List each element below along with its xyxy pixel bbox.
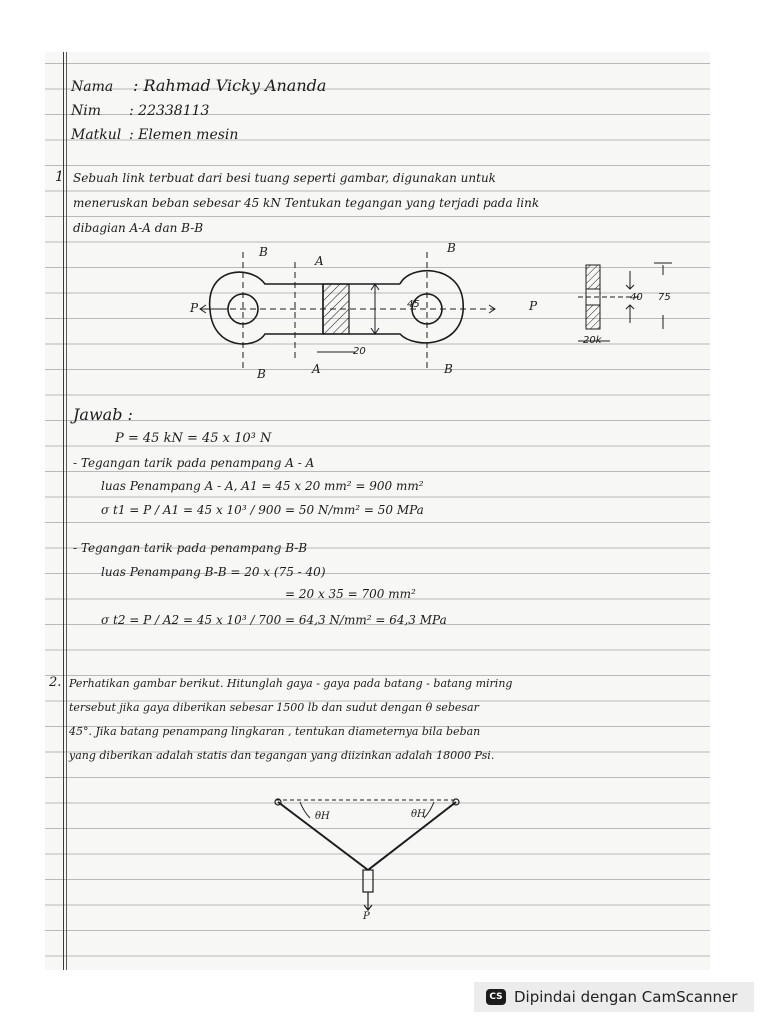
label-a-bottom: A	[312, 362, 321, 376]
section-b-title: - Tegangan tarik pada penampang B-B	[73, 541, 308, 555]
scanner-watermark	[474, 982, 754, 1012]
label-b-top-left: B	[259, 245, 268, 259]
nama-label: Nama	[71, 79, 114, 95]
answer-title: Jawab :	[73, 405, 133, 424]
label-b-bottom-left: B	[257, 367, 266, 381]
label-b-top-right: B	[447, 241, 456, 255]
section-b-sigma: σ t2 = P / A2 = 45 x 10³ / 700 = 64,3 N/mm² = 64,3 MPa	[101, 613, 447, 627]
nim-value: : 22338113	[129, 103, 210, 119]
section-a-area: luas Penampang A - A, A1 = 45 x 20 mm² = 900 mm²	[101, 479, 424, 493]
label-b-bottom-right: B	[444, 362, 453, 376]
q1-line-1: Sebuah link terbuat dari besi tuang seperti gambar, digunakan untuk	[73, 171, 496, 185]
q2-line-2: tersebut jika gaya diberikan sebesar 1500 lb dan sudut dengan θ sebesar	[69, 701, 479, 714]
section-a-title: - Tegangan tarik pada penampang A - A	[73, 456, 315, 470]
label-p-right: P	[529, 299, 538, 313]
q1-line-3: dibagian A-A dan B-B	[73, 221, 204, 235]
load-p-label: P	[363, 911, 370, 922]
section-b-area: luas Penampang B-B = 20 x (75 - 40)	[101, 565, 326, 579]
truss-figure	[270, 792, 470, 932]
nim-label: Nim	[71, 103, 102, 119]
dim-20: 20	[353, 346, 366, 357]
theta-left-label: θH	[315, 811, 330, 822]
matkul-label: Matkul	[71, 127, 122, 143]
dim-20k: 20k	[583, 335, 602, 346]
camscanner-logo-icon: CS	[486, 989, 506, 1005]
q2-line-3: 45°. Jika batang penampang lingkaran , tentukan diameternya bila beban	[69, 725, 481, 738]
q2-line-1: Perhatikan gambar berikut. Hitunglah gaya - gaya pada batang - batang miring	[69, 677, 513, 690]
dim-45: 45	[407, 299, 420, 310]
dim-75: 75	[658, 292, 671, 303]
nama-value: : Rahmad Vicky Ananda	[133, 76, 327, 95]
label-p-left: P	[190, 301, 199, 315]
q2-line-4: yang diberikan adalah statis dan tegangan yang diizinkan adalah 18000 Psi.	[69, 749, 495, 762]
link-figure	[195, 242, 555, 382]
notebook-page	[45, 52, 710, 970]
label-a-top: A	[315, 254, 324, 268]
matkul-value: : Elemen mesin	[129, 127, 239, 143]
q1-number: 1	[55, 169, 64, 185]
answer-p-line: P = 45 kN = 45 x 10³ N	[115, 431, 272, 446]
margin-line	[63, 52, 64, 970]
section-a-sigma: σ t1 = P / A1 = 45 x 10³ / 900 = 50 N/mm² = 50 MPa	[101, 503, 424, 517]
q2-number: 2.	[49, 675, 62, 690]
section-b-area-2: = 20 x 35 = 700 mm²	[285, 587, 416, 601]
scanner-text: Dipindai dengan CamScanner	[514, 988, 738, 1006]
dim-40: 40	[630, 292, 643, 303]
theta-right-label: θH	[411, 809, 426, 820]
margin-line-inner	[66, 52, 67, 970]
q1-line-2: meneruskan beban sebesar 45 kN Tentukan tegangan yang terjadi pada link	[73, 196, 540, 210]
